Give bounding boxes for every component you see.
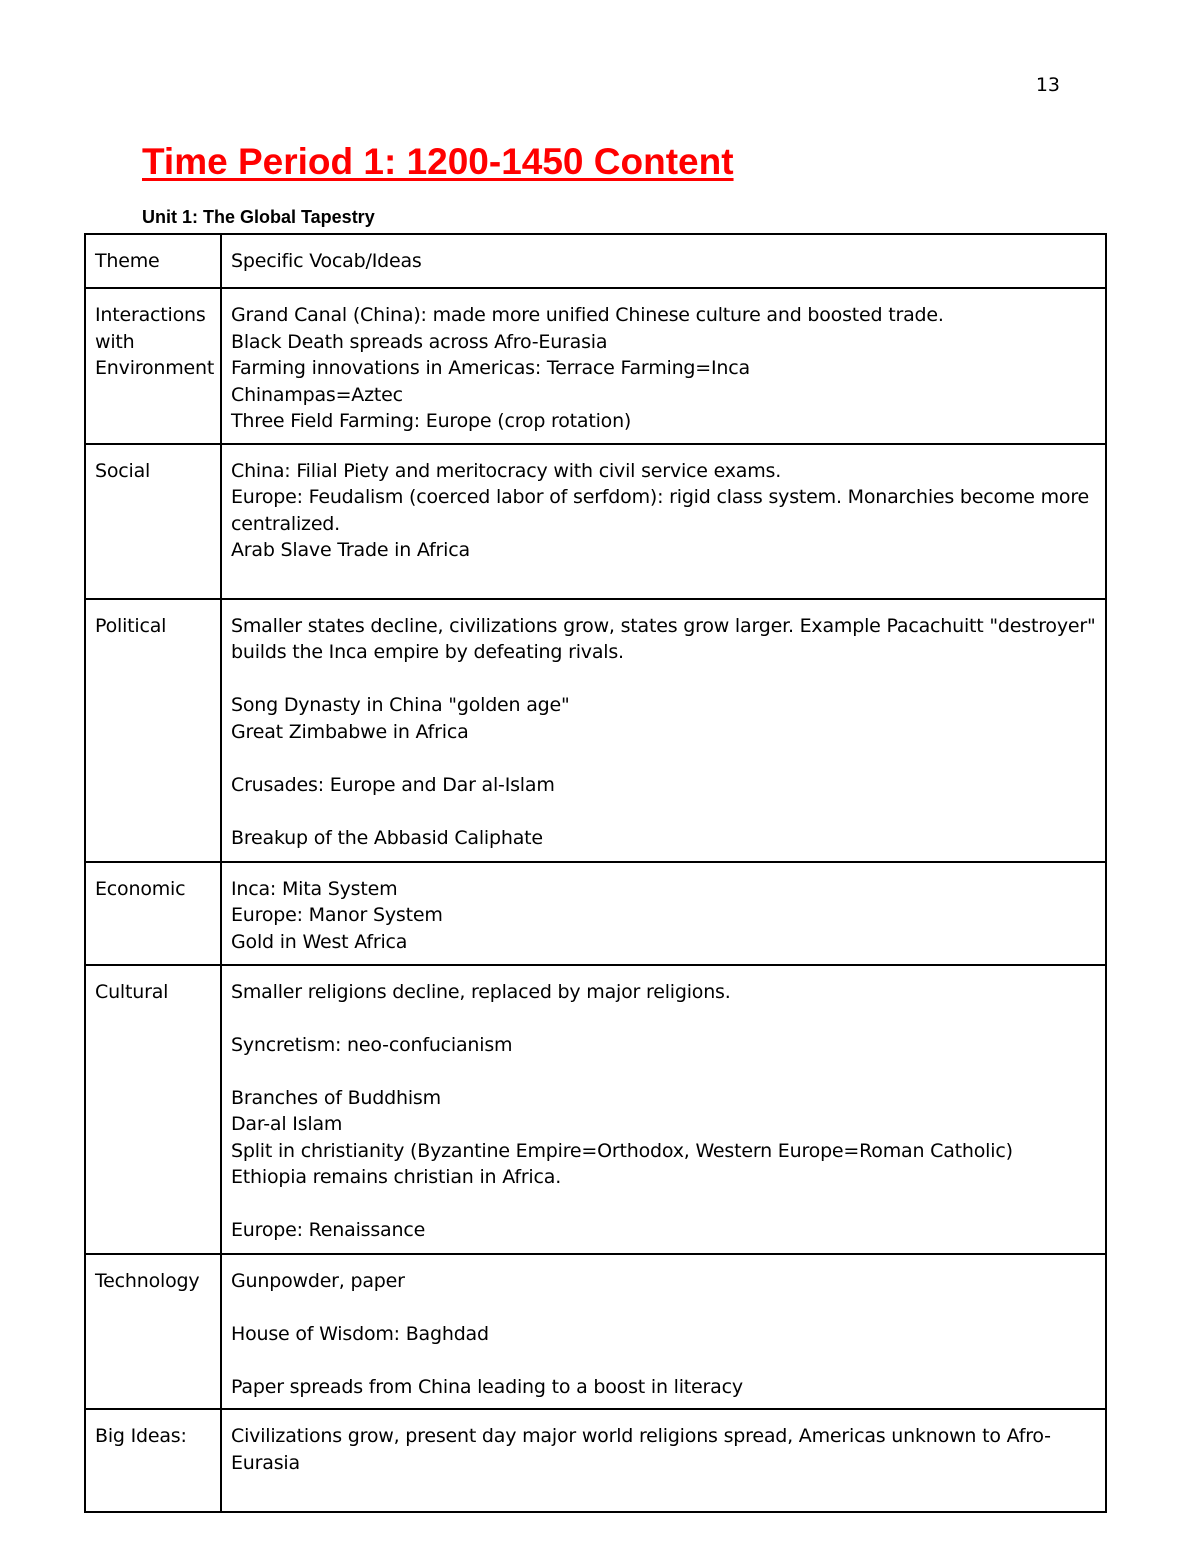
detail-line: Split in christianity (Byzantine Empire=Orthodox, Western Europe=Roman Catholic) (231, 1139, 1013, 1162)
line-spacer (231, 1294, 1097, 1321)
theme-cell: Economic (85, 862, 221, 965)
detail-line: Europe: Renaissance (231, 1219, 426, 1241)
page-number: 13 (1035, 74, 1060, 96)
detail-line: Gold in West Africa (231, 930, 408, 953)
detail-line: Europe: Manor System (231, 904, 443, 926)
details-cell (221, 1254, 1106, 1410)
table-row (85, 1409, 1106, 1512)
details-cell (221, 965, 1106, 1254)
detail-line: Syncretism: neo-confucianism (231, 1033, 513, 1056)
table-row (85, 862, 1106, 965)
detail-line: Civilizations grow, present day major world religions spread, Americas unknown to Afro-Eurasia (231, 1425, 1051, 1474)
header-theme: Theme (85, 234, 221, 288)
details-cell (221, 599, 1106, 862)
details-cell (221, 288, 1106, 444)
theme-cell: Technology (85, 1254, 221, 1410)
theme-cell: Cultural (85, 965, 221, 1254)
detail-line: Gunpowder, paper (231, 1269, 405, 1292)
header-details: Specific Vocab/Ideas (221, 234, 1106, 288)
content-table (84, 233, 1107, 1513)
detail-line: Smaller states decline, civilizations grow, states grow larger. Example Pacachuitt "destroyer" builds the Inca empire by defeating rivals. (231, 614, 1096, 663)
detail-line: Dar-al Islam (231, 1113, 343, 1135)
detail-line: Paper spreads from China leading to a boost in literacy (231, 1375, 743, 1398)
detail-line: Black Death spreads across Afro-Eurasia (231, 330, 608, 353)
unit-heading: Unit 1: The Global Tapestry (142, 207, 375, 227)
theme-cell: Interactions with Environment (85, 288, 221, 444)
page-title: Time Period 1: 1200-1450 Content (142, 141, 734, 182)
line-spacer (231, 1191, 1097, 1218)
line-spacer (231, 745, 1097, 772)
details-cell (221, 1409, 1106, 1512)
detail-line: Arab Slave Trade in Africa (231, 539, 470, 561)
table-header-row (85, 234, 1106, 288)
table-row (85, 599, 1106, 862)
detail-line: Smaller religions decline, replaced by major religions. (231, 980, 731, 1003)
line-spacer (231, 1005, 1097, 1032)
detail-line: Breakup of the Abbasid Caliphate (231, 826, 543, 849)
details-cell (221, 862, 1106, 965)
detail-line: Farming innovations in Americas: Terrace Farming=Inca (231, 357, 750, 379)
table-row (85, 444, 1106, 599)
theme-cell: Political (85, 599, 221, 862)
theme-cell: Social (85, 444, 221, 599)
line-spacer (231, 798, 1097, 825)
theme-cell: Big Ideas: (85, 1409, 221, 1512)
detail-line: Europe: Feudalism (coerced labor of serfdom): rigid class system. Monarchies become more centralized. (231, 486, 1090, 535)
line-spacer (231, 666, 1097, 693)
detail-line: House of Wisdom: Baghdad (231, 1322, 489, 1345)
detail-line: Three Field Farming: Europe (crop rotation) (231, 410, 632, 432)
table-row (85, 965, 1106, 1254)
line-spacer (231, 1347, 1097, 1374)
detail-line: China: Filial Piety and meritocracy with civil service exams. (231, 459, 782, 482)
detail-line: Branches of Buddhism (231, 1086, 441, 1109)
detail-line: Inca: Mita System (231, 877, 398, 900)
detail-line: Song Dynasty in China "golden age" (231, 694, 570, 716)
table-row (85, 288, 1106, 444)
detail-line: Crusades: Europe and Dar al-Islam (231, 773, 555, 796)
detail-line: Grand Canal (China): made more unified Chinese culture and boosted trade. (231, 304, 944, 326)
table-row (85, 1254, 1106, 1410)
line-spacer (231, 1058, 1097, 1085)
details-cell (221, 444, 1106, 599)
detail-line: Great Zimbabwe in Africa (231, 720, 469, 743)
detail-line: Ethiopia remains christian in Africa. (231, 1166, 562, 1188)
detail-line: Chinampas=Aztec (231, 383, 403, 406)
